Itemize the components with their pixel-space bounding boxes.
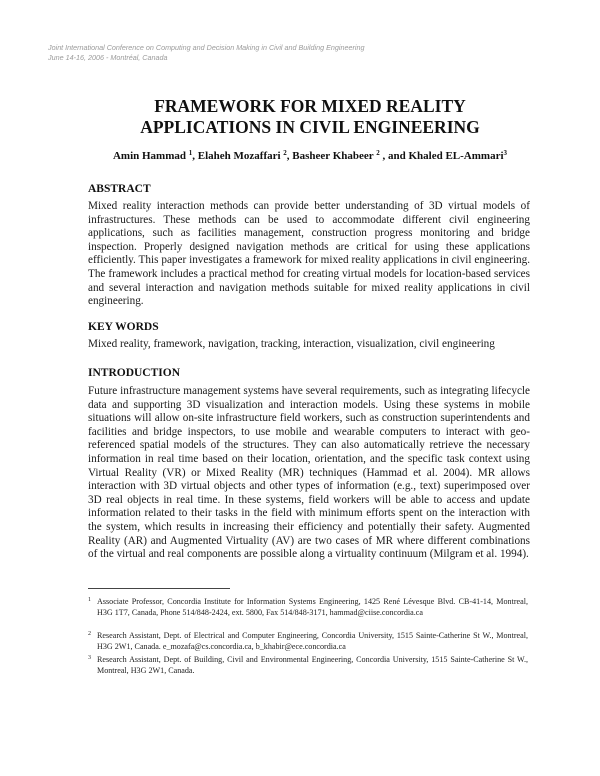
- footnote-number: 1: [88, 597, 91, 603]
- conference-date-location: June 14-16, 2006 - Montréal, Canada: [48, 53, 168, 62]
- paper-title: [0, 96, 600, 138]
- abstract-section: [88, 183, 530, 309]
- author-affiliation-mark: 2: [283, 149, 287, 157]
- running-header: [48, 43, 364, 63]
- footnote-separator: [88, 588, 230, 589]
- author-affiliation-mark: 1: [188, 149, 193, 157]
- abstract-heading: ABSTRACT: [88, 183, 151, 195]
- author-name: Amin Hammad: [112, 150, 186, 162]
- author-name: Basheer Khabeer: [292, 150, 374, 162]
- author-name: Khaled EL-Ammari: [408, 150, 504, 162]
- footnote-2: [88, 630, 528, 652]
- introduction-heading: INTRODUCTION: [88, 367, 181, 379]
- author-affiliation-mark: 2: [376, 149, 380, 157]
- title-line-2: APPLICATIONS IN CIVIL ENGINEERING: [140, 117, 480, 137]
- footnote-3: [88, 654, 528, 676]
- footnote-text: Associate Professor, Concordia Institute for Information Systems Engineering, 1425 René Lévesque Blvd. CB-41-14, Montreal, H3G 1T7, Canada, Phone 514/848-2424, ext. 5800, Fax 514/848-3171, hammad@ciise.concordia.ca: [97, 597, 528, 618]
- author-separator: , and: [379, 150, 409, 162]
- author-separator: ,: [286, 150, 293, 162]
- title-line-1: FRAMEWORK FOR MIXED REALITY: [154, 96, 466, 116]
- author-list: [0, 150, 600, 162]
- introduction-section: [88, 367, 530, 562]
- keywords-section: [88, 321, 530, 352]
- conference-name: Joint International Conference on Computing and Decision Making in Civil and Building Engineering: [48, 43, 365, 52]
- keywords-heading: KEY WORDS: [88, 321, 159, 333]
- author-separator: ,: [192, 150, 198, 162]
- introduction-text: Future infrastructure management systems have several requirements, such as integrating lifecycle data and supporting 3D visualization and interaction models. Using these systems in mobile situations will allow on-site infrastructure field workers, such as construction superintendents and facilities and bridge inspectors, to use mobile and wearable computers to interact with geo-referenced spatial models of the structures. They can also automatically retrieve the necessary information in real time based on their location, orientation, and the specific task context using Virtual Reality (VR) or Mixed Reality (MR) techniques (Hammad et al. 2004). MR allows interaction with 3D virtual objects and other types of information (e.g., text) superimposed over 3D real objects in real time. In these systems, field workers will be able to access and update information related to their tasks in the field with minimum efforts spent on the interaction with the system, which results in increasing their efficiency and potentially their safety. Augmented Reality (AR) and Augmented Virtuality (AV) are two cases of MR where different combinations of the virtual and real components are possible along a virtuality continuum (Milgram et al. 1994).: [88, 385, 530, 561]
- author-name: Elaheh Mozaffari: [197, 150, 281, 162]
- footnote-number: 3: [88, 655, 91, 661]
- keywords-text: Mixed reality, framework, navigation, tracking, interaction, visualization, civil engineering: [88, 338, 495, 350]
- footnote-1: [88, 596, 528, 618]
- footnote-text: Research Assistant, Dept. of Electrical and Computer Engineering, Concordia University, 1515 Sainte-Catherine St W., Montreal, H3G 2W1, Canada. e_mozafa@cs.concordia.ca, b_khabir@ece.concordia.ca: [97, 631, 528, 652]
- footnote-number: 2: [88, 631, 91, 637]
- footnote-text: Research Assistant, Dept. of Building, Civil and Environmental Engineering, Concordia University, 1515 Sainte-Catherine St W., Montreal, H3G 2W1, Canada.: [97, 655, 528, 676]
- author-affiliation-mark: 3: [503, 149, 508, 157]
- abstract-text: Mixed reality interaction methods can provide better understanding of 3D virtual models of infrastructures. These methods can be used to accommodate different civil engineering applications, such as facilities management, construction progress monitoring and bridge inspection. Properly designed navigation methods are critical for using these applications efficiently. This paper investigates a framework for mixed reality applications in civil engineering. The framework includes a practical method for creating virtual models for location-based services and several interaction and navigation methods suitable for mixed reality applications in civil engineering.: [88, 200, 530, 308]
